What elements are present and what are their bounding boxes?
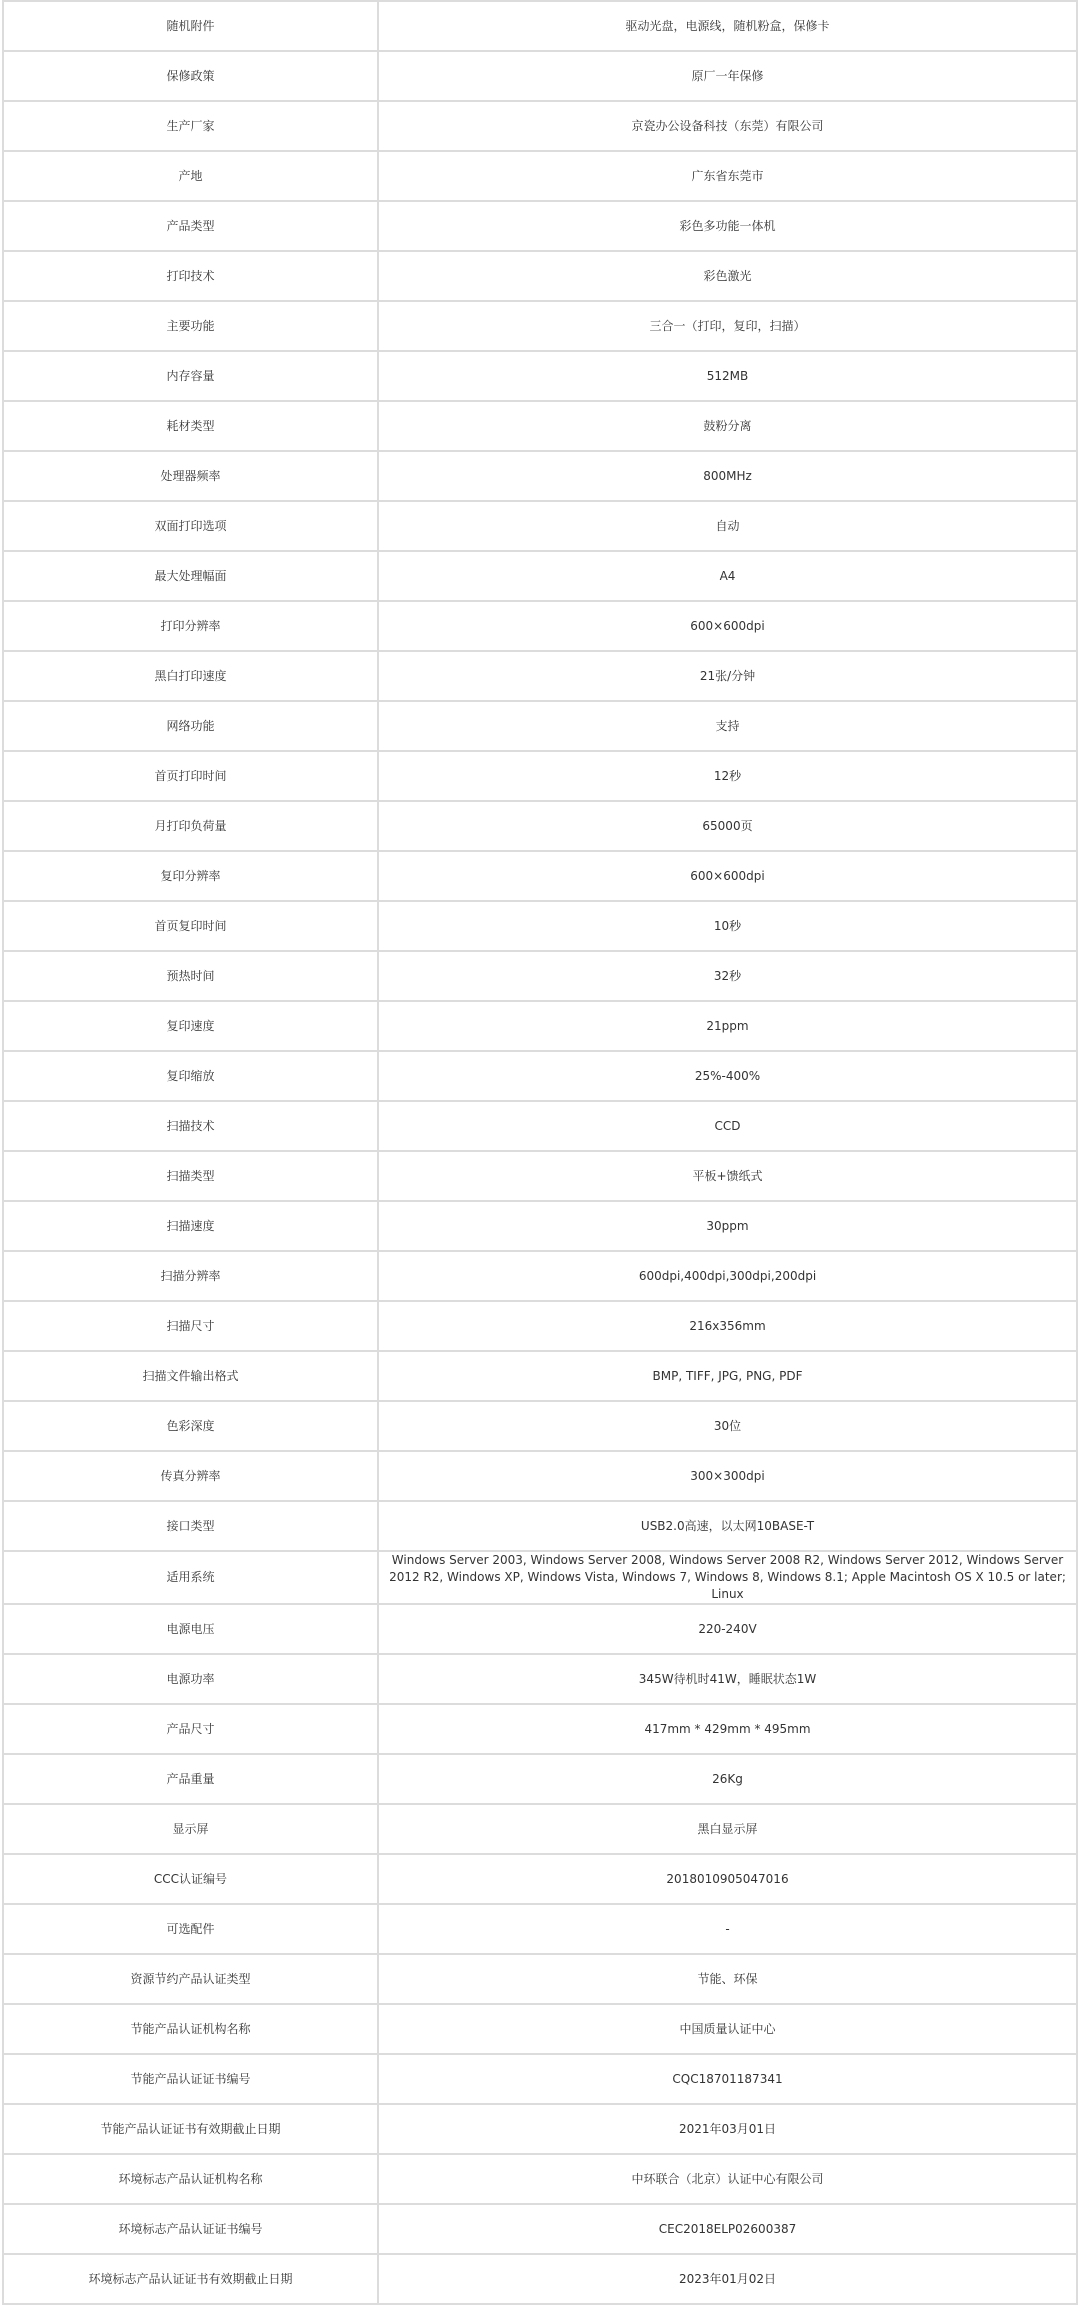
- spec-row: [3, 1904, 1077, 1954]
- spec-label: 节能产品认证证书编号: [3, 2054, 378, 2104]
- spec-label: 月打印负荷量: [3, 801, 378, 851]
- spec-row: [3, 1301, 1077, 1351]
- spec-row: [3, 1604, 1077, 1654]
- spec-label: 节能产品认证机构名称: [3, 2004, 378, 2054]
- spec-label: 产品类型: [3, 201, 378, 251]
- spec-row: [3, 2004, 1077, 2054]
- spec-value: A4: [378, 551, 1077, 601]
- spec-value: 220-240V: [378, 1604, 1077, 1654]
- spec-row: [3, 2254, 1077, 2304]
- spec-row: [3, 1001, 1077, 1051]
- spec-row: [3, 1, 1077, 51]
- spec-value: 600dpi,400dpi,300dpi,200dpi: [378, 1251, 1077, 1301]
- spec-row: [3, 2154, 1077, 2204]
- spec-row: [3, 2104, 1077, 2154]
- spec-label: 节能产品认证证书有效期截止日期: [3, 2104, 378, 2154]
- spec-row: [3, 351, 1077, 401]
- spec-value: 10秒: [378, 901, 1077, 951]
- spec-label: 资源节约产品认证类型: [3, 1954, 378, 2004]
- spec-value: Windows Server 2003, Windows Server 2008, Windows Server 2008 R2, Windows Server 2012, Windows Server 2012 R2, Windows XP, Windows Vista, Windows 7, Windows 8, Windows 8.1; Apple Macintosh OS X 10.5 or later; Linux: [378, 1551, 1077, 1604]
- spec-value: BMP, TIFF, JPG, PNG, PDF: [378, 1351, 1077, 1401]
- spec-value: 驱动光盘，电源线，随机粉盒，保修卡: [378, 1, 1077, 51]
- spec-value: 2018010905047016: [378, 1854, 1077, 1904]
- spec-label: 电源功率: [3, 1654, 378, 1704]
- spec-row: [3, 201, 1077, 251]
- spec-label: 产地: [3, 151, 378, 201]
- spec-value: 216x356mm: [378, 1301, 1077, 1351]
- spec-value: 广东省东莞市: [378, 151, 1077, 201]
- spec-row: [3, 1551, 1077, 1604]
- spec-row: [3, 751, 1077, 801]
- spec-label: 复印速度: [3, 1001, 378, 1051]
- spec-value: 26Kg: [378, 1754, 1077, 1804]
- spec-value: CQC18701187341: [378, 2054, 1077, 2104]
- spec-label: 接口类型: [3, 1501, 378, 1551]
- spec-label: 保修政策: [3, 51, 378, 101]
- spec-value: 2021年03月01日: [378, 2104, 1077, 2154]
- spec-row: [3, 651, 1077, 701]
- spec-label: 扫描分辨率: [3, 1251, 378, 1301]
- spec-row: [3, 901, 1077, 951]
- spec-label: 扫描速度: [3, 1201, 378, 1251]
- spec-label: 复印缩放: [3, 1051, 378, 1101]
- spec-value: 30ppm: [378, 1201, 1077, 1251]
- spec-value: 中国质量认证中心: [378, 2004, 1077, 2054]
- spec-value: -: [378, 1904, 1077, 1954]
- spec-value: CEC2018ELP02600387: [378, 2204, 1077, 2254]
- spec-label: 环境标志产品认证证书有效期截止日期: [3, 2254, 378, 2304]
- spec-row: [3, 551, 1077, 601]
- spec-row: [3, 951, 1077, 1001]
- spec-label: 色彩深度: [3, 1401, 378, 1451]
- spec-value: 512MB: [378, 351, 1077, 401]
- spec-row: [3, 1451, 1077, 1501]
- spec-row: [3, 401, 1077, 451]
- spec-value: 32秒: [378, 951, 1077, 1001]
- spec-row: [3, 1201, 1077, 1251]
- spec-label: 黑白打印速度: [3, 651, 378, 701]
- spec-row: [3, 1654, 1077, 1704]
- spec-value: 鼓粉分离: [378, 401, 1077, 451]
- spec-label: 内存容量: [3, 351, 378, 401]
- spec-row: [3, 1704, 1077, 1754]
- spec-label: 传真分辨率: [3, 1451, 378, 1501]
- spec-value: 65000页: [378, 801, 1077, 851]
- spec-value: 京瓷办公设备科技（东莞）有限公司: [378, 101, 1077, 151]
- spec-value: 2023年01月02日: [378, 2254, 1077, 2304]
- spec-row: [3, 1351, 1077, 1401]
- spec-value: 彩色激光: [378, 251, 1077, 301]
- spec-table-body: [3, 1, 1077, 2304]
- spec-table: [2, 0, 1078, 2305]
- spec-label: 复印分辨率: [3, 851, 378, 901]
- spec-label: 环境标志产品认证证书编号: [3, 2204, 378, 2254]
- spec-value: 支持: [378, 701, 1077, 751]
- spec-label: 打印技术: [3, 251, 378, 301]
- spec-row: [3, 501, 1077, 551]
- spec-label: CCC认证编号: [3, 1854, 378, 1904]
- spec-row: [3, 2054, 1077, 2104]
- spec-value: 30位: [378, 1401, 1077, 1451]
- spec-value: 原厂一年保修: [378, 51, 1077, 101]
- spec-value: 25%-400%: [378, 1051, 1077, 1101]
- spec-row: [3, 851, 1077, 901]
- spec-label: 双面打印选项: [3, 501, 378, 551]
- spec-label: 生产厂家: [3, 101, 378, 151]
- spec-row: [3, 1151, 1077, 1201]
- spec-row: [3, 251, 1077, 301]
- spec-value: 12秒: [378, 751, 1077, 801]
- spec-label: 适用系统: [3, 1551, 378, 1604]
- spec-row: [3, 1954, 1077, 2004]
- spec-row: [3, 801, 1077, 851]
- spec-value: 600×600dpi: [378, 851, 1077, 901]
- spec-row: [3, 1101, 1077, 1151]
- spec-label: 首页复印时间: [3, 901, 378, 951]
- spec-row: [3, 1754, 1077, 1804]
- spec-row: [3, 51, 1077, 101]
- spec-label: 扫描类型: [3, 1151, 378, 1201]
- spec-label: 主要功能: [3, 301, 378, 351]
- spec-value: 中环联合（北京）认证中心有限公司: [378, 2154, 1077, 2204]
- spec-label: 显示屏: [3, 1804, 378, 1854]
- spec-row: [3, 101, 1077, 151]
- spec-value: 800MHz: [378, 451, 1077, 501]
- spec-row: [3, 1401, 1077, 1451]
- spec-value: 三合一（打印，复印，扫描）: [378, 301, 1077, 351]
- spec-value: 345W待机时41W，睡眠状态1W: [378, 1654, 1077, 1704]
- spec-label: 首页打印时间: [3, 751, 378, 801]
- spec-value: 节能、环保: [378, 1954, 1077, 2004]
- spec-row: [3, 601, 1077, 651]
- spec-value: 600×600dpi: [378, 601, 1077, 651]
- spec-label: 扫描文件输出格式: [3, 1351, 378, 1401]
- spec-value: 21张/分钟: [378, 651, 1077, 701]
- spec-label: 扫描尺寸: [3, 1301, 378, 1351]
- spec-row: [3, 1804, 1077, 1854]
- spec-row: [3, 701, 1077, 751]
- spec-row: [3, 1501, 1077, 1551]
- spec-label: 网络功能: [3, 701, 378, 751]
- spec-label: 产品尺寸: [3, 1704, 378, 1754]
- spec-value: 平板+馈纸式: [378, 1151, 1077, 1201]
- spec-row: [3, 451, 1077, 501]
- spec-value: 21ppm: [378, 1001, 1077, 1051]
- spec-value: CCD: [378, 1101, 1077, 1151]
- spec-label: 随机附件: [3, 1, 378, 51]
- spec-row: [3, 1854, 1077, 1904]
- spec-row: [3, 301, 1077, 351]
- spec-label: 处理器频率: [3, 451, 378, 501]
- spec-value: USB2.0高速，以太网10BASE-T: [378, 1501, 1077, 1551]
- spec-label: 打印分辨率: [3, 601, 378, 651]
- spec-label: 可选配件: [3, 1904, 378, 1954]
- spec-value: 300×300dpi: [378, 1451, 1077, 1501]
- spec-row: [3, 1051, 1077, 1101]
- spec-row: [3, 2204, 1077, 2254]
- spec-label: 最大处理幅面: [3, 551, 378, 601]
- spec-value: 自动: [378, 501, 1077, 551]
- spec-value: 彩色多功能一体机: [378, 201, 1077, 251]
- spec-label: 环境标志产品认证机构名称: [3, 2154, 378, 2204]
- spec-row: [3, 1251, 1077, 1301]
- spec-label: 产品重量: [3, 1754, 378, 1804]
- spec-label: 耗材类型: [3, 401, 378, 451]
- spec-value: 417mm * 429mm * 495mm: [378, 1704, 1077, 1754]
- spec-value: 黑白显示屏: [378, 1804, 1077, 1854]
- spec-label: 预热时间: [3, 951, 378, 1001]
- spec-row: [3, 151, 1077, 201]
- spec-label: 扫描技术: [3, 1101, 378, 1151]
- spec-label: 电源电压: [3, 1604, 378, 1654]
